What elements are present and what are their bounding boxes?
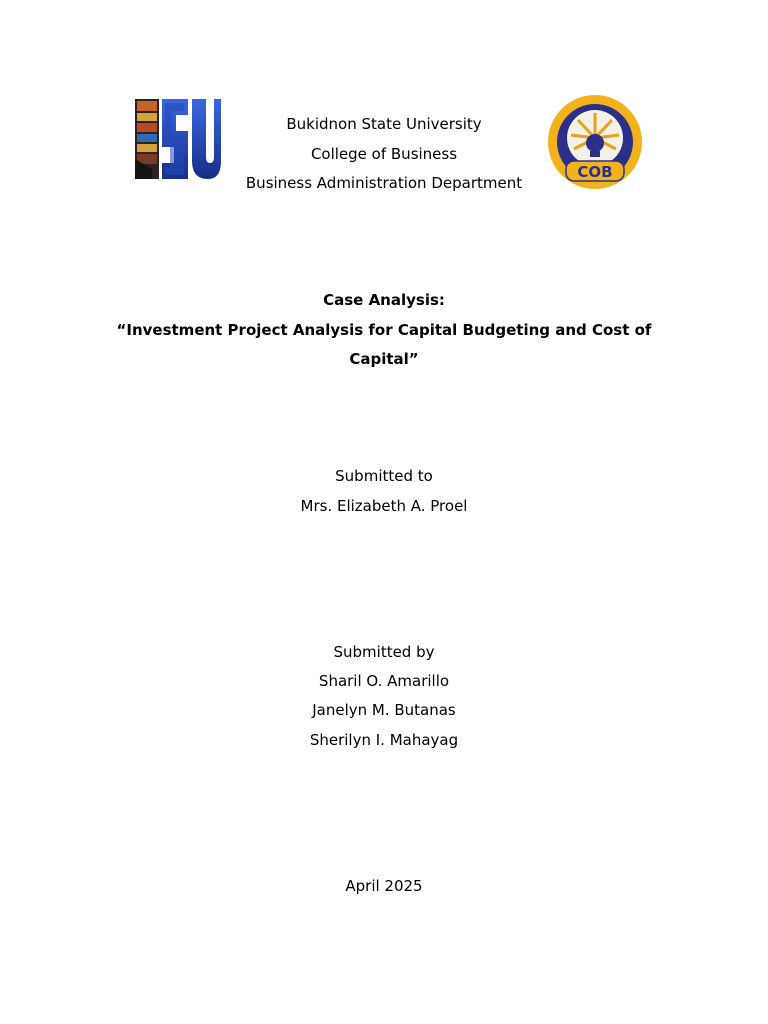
college-name: College of Business bbox=[310, 145, 458, 163]
instructor-name: Mrs. Elizabeth A. Proel bbox=[300, 497, 468, 515]
bksu-logo-icon bbox=[134, 97, 222, 183]
submission-date: April 2025 bbox=[345, 877, 423, 895]
case-analysis-label: Case Analysis: bbox=[323, 291, 445, 309]
svg-text:COB: COB bbox=[577, 163, 613, 181]
author-name-2: Janelyn M. Butanas bbox=[312, 701, 456, 719]
author-name-1: Sharil O. Amarillo bbox=[318, 672, 450, 690]
submitted-by-label: Submitted by bbox=[333, 643, 435, 661]
university-name: Bukidnon State University bbox=[286, 115, 482, 133]
department-name: Business Administration Department bbox=[245, 174, 523, 192]
submitted-to-label: Submitted to bbox=[335, 467, 433, 485]
case-title-line-1: “Investment Project Analysis for Capital Budgeting and Cost of bbox=[116, 321, 652, 339]
author-name-3: Sherilyn I. Mahayag bbox=[309, 731, 459, 749]
case-title-line-2: Capital” bbox=[349, 350, 419, 368]
